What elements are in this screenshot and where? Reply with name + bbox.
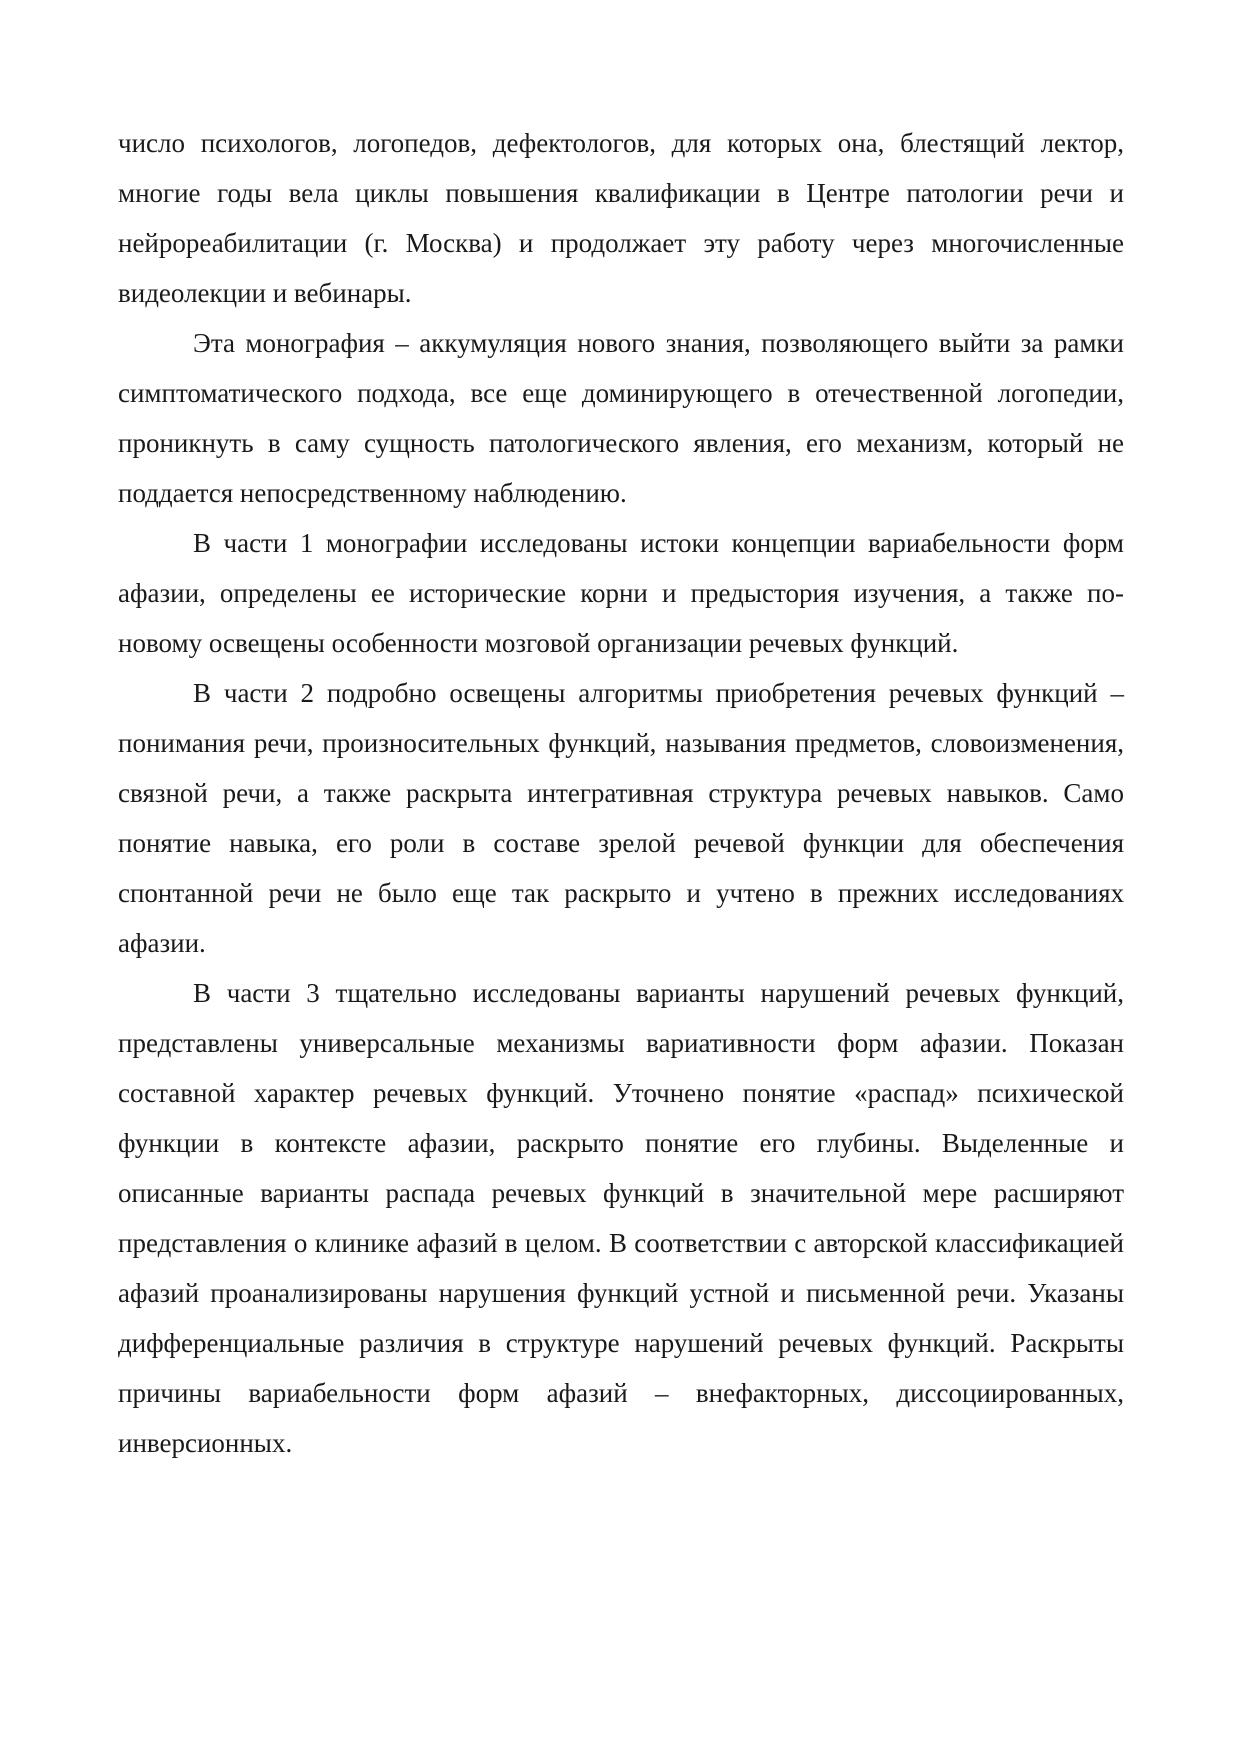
paragraph-monograph-intro: Эта монография – аккумуляция нового знания, позволяющего выйти за рамки симптоматического подхода, все еще доминирующего в отечественной логопедии, проникнуть в саму сущность патологического явления, его механизм, который не поддается непосредственному наблюдению. <box>118 328 1124 508</box>
paragraph-part-3: В части 3 тщательно исследованы варианты нарушений речевых функций, представлены универсальные механизмы вариативности форм афазии. Показан составной характер речевых функций. Уточнено понятие «распад» психической функции в контексте афазии, раскрыто понятие его глубины. Выделенные и описанные варианты распада речевых функций в значительной мере расширяют представления о клинике афазий в целом. В соответствии с авторской классификацией афазий проанализированы нарушения функций устной и письменной речи. Указаны дифференциальные различия в структуре нарушений речевых функций. Раскрыты причины вариабельности форм афазий – внефакторных, диссоциированных, инверсионных. <box>118 978 1124 1458</box>
paragraph-part-2: В части 2 подробно освещены алгоритмы приобретения речевых функций – понимания речи, произносительных функций, называния предметов, словоизменения, связной речи, а также раскрыта интегративная структура речевых навыков. Само понятие навыка, его роли в составе зрелой речевой функции для обеспечения спонтанной речи не было еще так раскрыто и учтено в прежних исследованиях афазии. <box>118 678 1124 958</box>
paragraph-continuation: число психологов, логопедов, дефектологов, для которых она, блестящий лектор, многие годы вела циклы повышения квалификации в Центре патологии речи и нейрореабилитации (г. Москва) и продолжает эту работу через многочисленные видеолекции и вебинары. <box>118 128 1124 308</box>
document-page <box>118 118 1124 1468</box>
paragraph-part-1: В части 1 монографии исследованы истоки концепции вариабельности форм афазии, определены ее исторические корни и предыстория изучения, а также по-новому освещены особенности мозговой организации речевых функций. <box>118 528 1124 658</box>
